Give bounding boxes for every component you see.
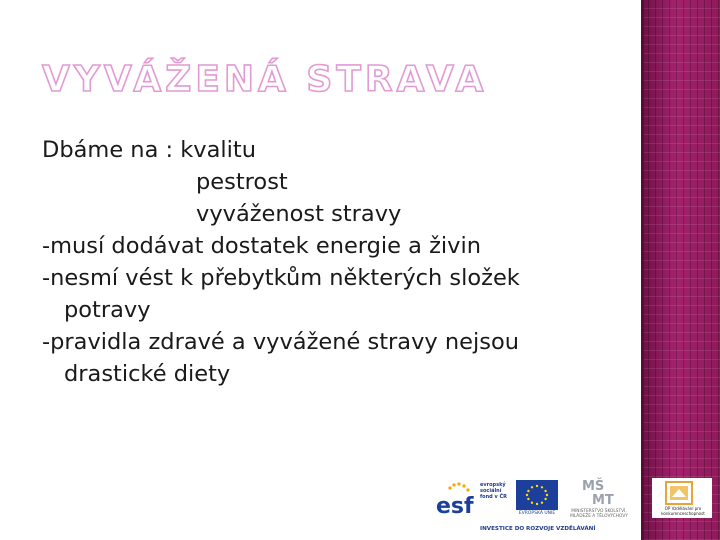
svg-text:MŠ: MŠ — [582, 479, 605, 494]
body-line: Dbáme na : kvalitu — [42, 137, 256, 163]
body-line: -musí dodávat dostatek energie a živin — [42, 233, 482, 259]
op-vk-logo-text: OP Vzdělávání pro konkurenceschopnost — [661, 506, 705, 516]
svg-text:esf: esf — [436, 494, 474, 518]
msmt-logo-icon — [578, 476, 618, 506]
msmt-logo-text: MINISTERSTVO ŠKOLSTVÍ, MLÁDEŽE A TĚLOVÝCHOVY — [570, 509, 628, 519]
body-line: potravy — [64, 297, 151, 323]
body-line: drastické diety — [64, 361, 231, 387]
slide-title: VYVÁŽENÁ STRAVA — [42, 59, 488, 100]
eu-logo-text: EVROPSKÁ UNIE — [518, 511, 556, 516]
body-line: pestrost — [196, 169, 288, 195]
esf-logo-text: evropský sociální fond v ČR — [480, 482, 508, 500]
eu-flag-icon — [516, 480, 558, 510]
funding-logos — [432, 476, 640, 540]
investment-banner-text: INVESTICE DO ROZVOJE VZDĚLÁVÁNÍ — [480, 526, 596, 532]
decorative-side-stripe — [641, 0, 720, 540]
body-line: -nesmí vést k přebytkům některých složek — [42, 265, 520, 291]
slide-body — [42, 134, 622, 390]
body-line: -pravidla zdravé a vyvážené stravy nejsou — [42, 329, 519, 355]
body-line: vyváženost stravy — [196, 201, 402, 227]
svg-text:MT: MT — [592, 493, 614, 506]
esf-logo-icon — [434, 480, 478, 518]
